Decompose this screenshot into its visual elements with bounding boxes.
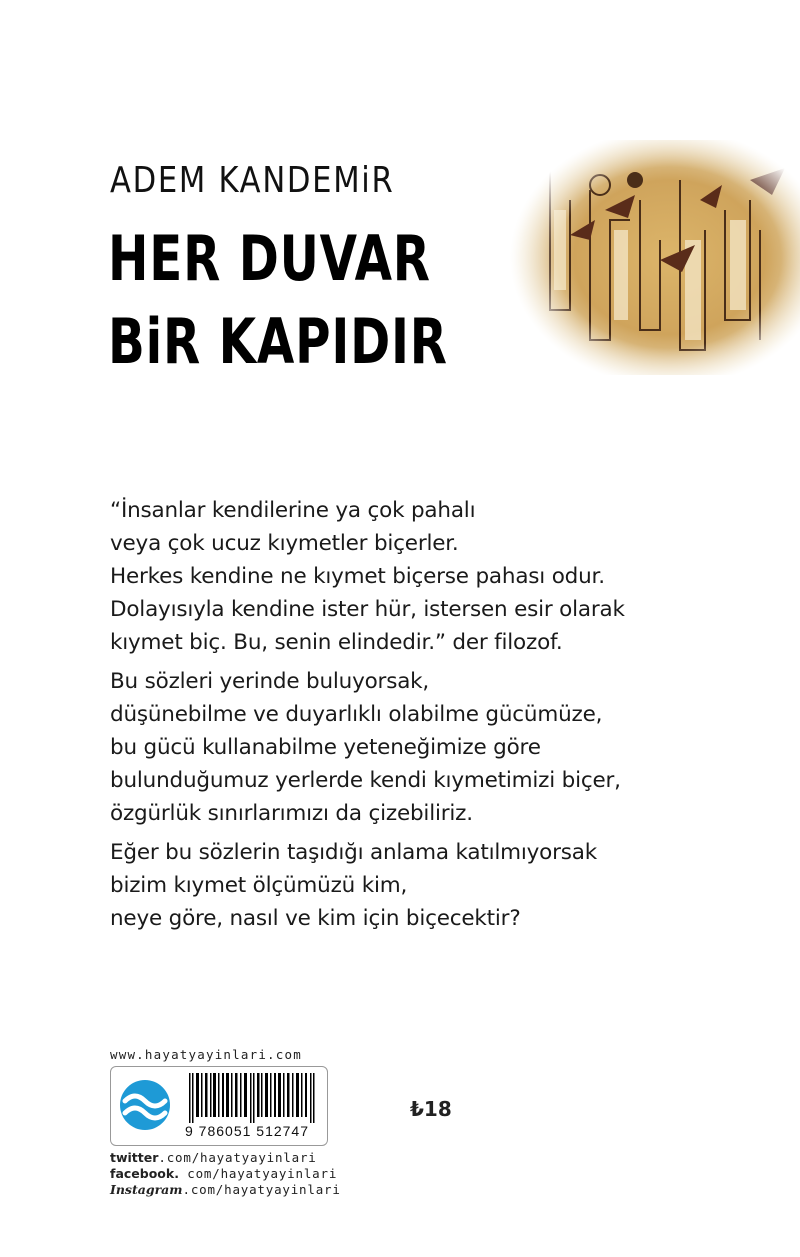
- barcode: [189, 1073, 319, 1123]
- text-line: kıymet biç. Bu, senin elindedir.” der filozof.: [110, 630, 563, 655]
- text-line: bulunduğumuz yerlerde kendi kıymetimizi biçer,: [110, 768, 621, 793]
- price-label: ₺18: [410, 1097, 452, 1121]
- text-line: bu gücü kullanabilme yeteneğimize göre: [110, 735, 541, 760]
- text-line: Eğer bu sözlerin taşıdığı anlama katılmıyorsak: [110, 840, 598, 865]
- instagram-wordmark: Instagram: [110, 1182, 183, 1197]
- paragraph-1: [110, 494, 670, 659]
- social-instagram[interactable]: [110, 1182, 341, 1197]
- text-line: veya çok ucuz kıymetler biçerler.: [110, 531, 459, 556]
- book-title-line-2: BiR KAPIDIR: [108, 305, 448, 378]
- facebook-wordmark: facebook.: [110, 1166, 179, 1181]
- isbn-number: 9 786051 512747: [185, 1123, 309, 1139]
- barcode-panel: [110, 1066, 328, 1146]
- back-cover-text: [110, 494, 670, 941]
- text-line: düşünebilme ve duyarlıklı olabilme gücümüze,: [110, 702, 603, 727]
- cover-painting: [510, 140, 800, 375]
- paragraph-3: [110, 836, 670, 935]
- social-handle: com/hayatyayinlari: [178, 1166, 338, 1181]
- text-line: Herkes kendine ne kıymet biçerse pahası odur.: [110, 564, 605, 589]
- author-name: ADEM KANDEMiR: [110, 160, 395, 201]
- twitter-wordmark: twitter: [110, 1150, 159, 1165]
- text-line: neye göre, nasıl ve kim için biçecektir?: [110, 906, 521, 931]
- text-line: Bu sözleri yerinde buluyorsak,: [110, 669, 430, 694]
- wave-logo-icon: [119, 1079, 171, 1131]
- social-handle: .com/hayatyayinlari: [158, 1150, 317, 1165]
- text-line: bizim kıymet ölçümüzü kim,: [110, 873, 408, 898]
- book-title-line-1: HER DUVAR: [108, 222, 431, 295]
- text-line: “İnsanlar kendilerine ya çok pahalı: [110, 498, 476, 523]
- social-handle: .com/hayatyayinlari: [182, 1182, 341, 1197]
- publisher-website[interactable]: www.hayatyayinlari.com: [110, 1047, 302, 1062]
- social-facebook[interactable]: [110, 1166, 337, 1181]
- paragraph-2: [110, 665, 670, 830]
- text-line: Dolayısıyla kendine ister hür, istersen esir olarak: [110, 597, 625, 622]
- social-twitter[interactable]: [110, 1150, 317, 1165]
- text-line: özgürlük sınırlarımızı da çizebiliriz.: [110, 801, 473, 826]
